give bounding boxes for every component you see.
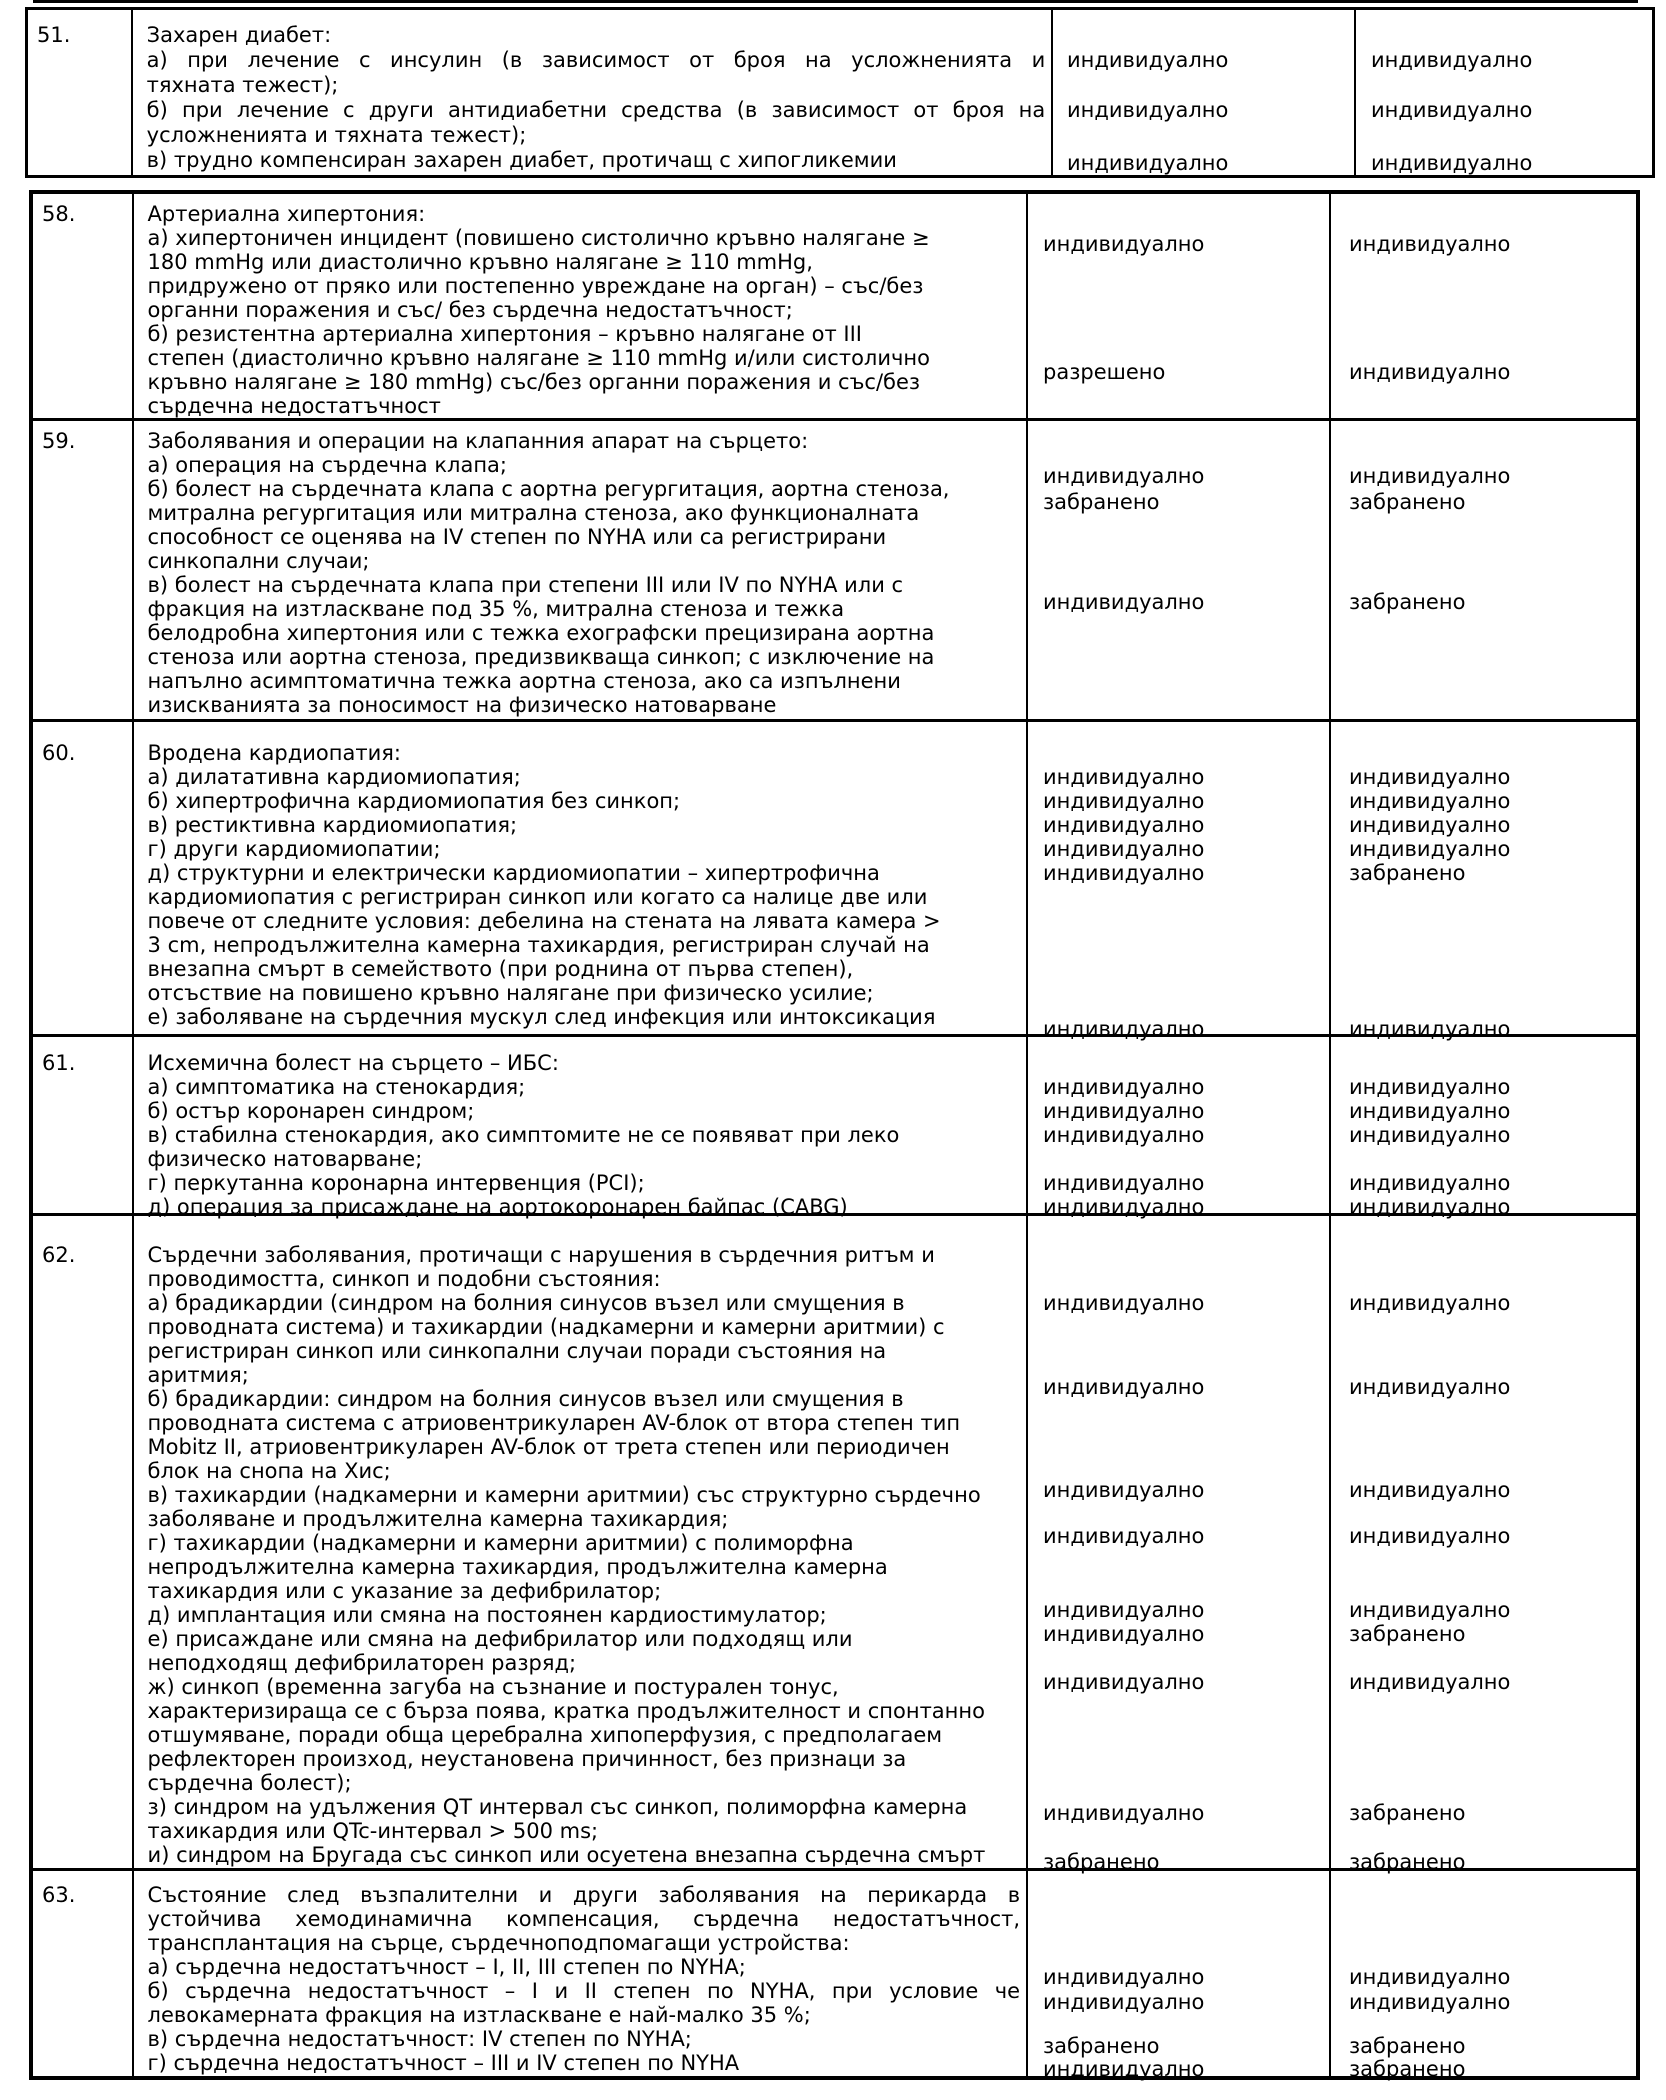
status-value: индивидуално [1349, 1017, 1511, 1041]
status-value: индивидуално [1349, 813, 1511, 837]
condition-description-cell [134, 1871, 1029, 2076]
status-value: забранено [1349, 589, 1466, 614]
status-value: индивидуално [1067, 48, 1229, 72]
status-value: индивидуално [1349, 1123, 1511, 1147]
status-value: индивидуално [1349, 1523, 1511, 1548]
status-value: индивидуално [1349, 1375, 1511, 1399]
description-line: внезапна смърт в семейството (при роднина от първа степен), [147, 957, 854, 981]
description-line: фракция на изтласкване под 35 %, митрална стеноза и тежка [147, 597, 845, 621]
description-line: стеноза или аортна стеноза, предизвикваща синкоп; с изключение на [147, 645, 935, 669]
status-value: индивидуално [1043, 1964, 1205, 1989]
description-line: Mobitz II, атриовентрикуларен AV-блок от трета степен или периодичен [147, 1435, 950, 1459]
description-line: а) хипертоничен инцидент (повишено систолично кръвно налягане ≥ [147, 226, 930, 250]
description-line: б) остър коронарен синдром; [147, 1099, 475, 1123]
status-value: индивидуално [1349, 1478, 1511, 1503]
status-value: забранено [1349, 1622, 1466, 1647]
row-number: 60. [42, 741, 76, 765]
status-column-1-cell [1028, 194, 1330, 418]
description-line: Захарен диабет: [146, 23, 332, 47]
description-line: трансплантация на сърце, сърдечноподпомагащи устройства: [147, 1931, 850, 1955]
status-value: индивидуално [1043, 1375, 1205, 1399]
description-line: в) тахикардии (надкамерни и камерни аритмии) със структурно сърдечно [147, 1483, 981, 1507]
status-value: индивидуално [1043, 1099, 1205, 1123]
status-value: забранено [1349, 490, 1466, 515]
description-line: усложненията и тяхната тежест); [146, 123, 527, 147]
description-line: органни поражения и със/ без сърдечна недостатъчност; [147, 298, 793, 322]
description-line: сърдечна недостатъчност [147, 394, 441, 418]
status-value: индивидуално [1349, 1195, 1511, 1219]
description-line: д) имплантация или смяна на постоянен кардиостимулатор; [147, 1603, 827, 1627]
description-line: неподходящ дефибрилаторен разряд; [147, 1651, 577, 1675]
page-top-rule-fragment [33, 0, 1638, 3]
condition-description-cell [134, 421, 1029, 719]
description-line: а) симптоматика на стенокардия; [147, 1075, 526, 1099]
row-number: 59. [42, 429, 76, 453]
description-line: аритмия; [147, 1363, 249, 1387]
table-row [33, 1213, 1636, 1875]
status-value: индивидуално [1371, 98, 1533, 122]
status-value: индивидуално [1043, 2057, 1205, 2081]
description-line: блок на снопа на Хис; [147, 1459, 391, 1483]
status-value: индивидуално [1043, 232, 1205, 256]
table-row [28, 10, 1652, 175]
description-line: Заболявания и операции на клапанния апарат на сърцето: [147, 429, 809, 453]
status-value: забранено [1043, 1850, 1160, 1875]
table-row [33, 719, 1636, 1041]
status-value: индивидуално [1043, 1123, 1205, 1147]
status-value: индивидуално [1349, 1171, 1511, 1195]
row-number-cell [33, 1037, 134, 1213]
status-value: разрешено [1043, 360, 1166, 385]
description-line: г) други кардиомиопатии; [147, 837, 441, 861]
status-value: забранено [1349, 2034, 1466, 2059]
status-value: индивидуално [1349, 765, 1511, 789]
status-column-2-cell [1331, 194, 1636, 418]
status-value: индивидуално [1349, 1099, 1511, 1123]
cardio-conditions-table [29, 190, 1640, 2080]
status-value: индивидуално [1043, 1075, 1205, 1099]
description-line: 3 cm, непродължителна камерна тахикардия, регистриран случай на [147, 933, 930, 957]
description-line: изискванията за поносимост на физическо натоварване [147, 693, 777, 717]
status-value: индивидуално [1043, 1291, 1205, 1315]
row-number-cell [33, 421, 134, 719]
description-line: заболяване и продължителна камерна тахикардия; [147, 1507, 729, 1531]
description-line: б) хипертрофична кардиомиопатия без синкоп; [147, 789, 681, 813]
status-value: индивидуално [1043, 765, 1205, 789]
description-line: Състояние след възпалителни и други заболявания на перикарда в [147, 1883, 1021, 1907]
description-line: способност се оценява на IV степен по NYHA или са регистрирани [147, 525, 887, 549]
status-value: индивидуално [1067, 98, 1229, 122]
description-line: отшумяване, поради обща церебрална хипоперфузия, с предполагаем [147, 1723, 943, 1747]
description-line: г) сърдечна недостатъчност – III и IV степен по NYHA [147, 2051, 740, 2075]
description-line: отсъствие на повишено кръвно налягане при физическо усилие; [147, 981, 874, 1005]
description-line: 180 mmHg или диастолично кръвно налягане ≥ 110 mmHg, [147, 250, 813, 274]
description-line: в) трудно компенсиран захарен диабет, протичащ с хипогликемии [146, 148, 897, 172]
description-line: тяхната тежест); [146, 73, 339, 97]
status-value: индивидуално [1043, 1017, 1205, 1041]
status-value: индивидуално [1349, 789, 1511, 813]
description-line: Артериална хипертония: [147, 202, 426, 226]
description-line: ж) синкоп (временна загуба на съзнание и постурален тонус, [147, 1675, 839, 1699]
row-number-cell [33, 722, 134, 1034]
description-line: регистриран синкоп или синкопални случаи поради състояния на [147, 1339, 887, 1363]
status-value: индивидуално [1349, 463, 1511, 488]
description-line: е) присаждане или смяна на дефибрилатор или подходящ или [147, 1627, 853, 1651]
description-line: устойчива хемодинамична компенсация, сърдечна недостатъчност, [147, 1907, 1021, 1931]
row-number-cell [28, 10, 133, 175]
description-line: а) дилатативна кардиомиопатия; [147, 765, 521, 789]
description-line: синкопални случаи; [147, 549, 370, 573]
status-value: забранено [1349, 1850, 1466, 1875]
description-line: степен (диастолично кръвно налягане ≥ 110 mmHg и/или систолично [147, 346, 930, 370]
description-line: проводната система с атриовентрикуларен AV-блок от втора степен тип [147, 1411, 961, 1435]
description-line: сърдечна болест); [147, 1771, 352, 1795]
description-line: в) болест на сърдечната клапа при степени III или IV по NYHA или с [147, 573, 904, 597]
status-value: индивидуално [1043, 1523, 1205, 1548]
status-value: индивидуално [1043, 463, 1205, 488]
description-line: б) болест на сърдечната клапа с аортна регургитация, аортна стеноза, [147, 477, 950, 501]
description-line: кардиомиопатия с регистриран синкоп или когато са налице две или [147, 885, 928, 909]
description-line: е) заболяване на сърдечния мускул след инфекция или интоксикация [147, 1005, 936, 1029]
description-line: проводимостта, синкоп и подобни състояния: [147, 1267, 661, 1291]
status-value: забранено [1043, 2034, 1160, 2059]
status-value: индивидуално [1043, 813, 1205, 837]
status-value: индивидуално [1371, 48, 1533, 72]
description-line: з) синдром на удължения QT интервал със синкоп, полиморфна камерна [147, 1795, 968, 1819]
diabetes-conditions-table [25, 7, 1655, 178]
description-line: напълно асимптоматична тежка аортна стеноза, ако са изпълнени [147, 669, 901, 693]
status-value: индивидуално [1043, 1622, 1205, 1647]
description-line: в) стабилна стенокардия, ако симптомите не се появяват при леко [147, 1123, 900, 1147]
description-line: характеризираща се с бърза поява, кратка продължителност и спонтанно [147, 1699, 985, 1723]
description-line: митрална регургитация или митрална стеноза, ако функционалната [147, 501, 920, 525]
row-number-cell [33, 1216, 134, 1868]
table-row [33, 1868, 1636, 2081]
description-line: рефлекторен произход, неустановена причинност, без признаци за [147, 1747, 907, 1771]
description-line: левокамерната фракция на изтласкване е най-малко 35 %; [147, 2003, 811, 2027]
description-line: кръвно налягане ≥ 180 mmHg) със/без органни поражения и със/без [147, 370, 921, 394]
description-line: повече от следните условия: дебелина на стената на лявата камера > [147, 909, 941, 933]
description-line: а) при лечение с инсулин (в зависимост от броя на усложненията и [146, 48, 1046, 72]
status-value: индивидуално [1043, 789, 1205, 813]
status-value: забранено [1349, 2057, 1466, 2081]
status-value: забранено [1349, 1801, 1466, 1825]
status-value: индивидуално [1349, 360, 1511, 385]
description-line: Вродена кардиопатия: [147, 741, 401, 765]
status-value: индивидуално [1043, 589, 1205, 614]
status-value: индивидуално [1349, 1291, 1511, 1315]
condition-description-cell [134, 1216, 1029, 1868]
status-value: индивидуално [1043, 1195, 1205, 1219]
status-value: индивидуално [1043, 1478, 1205, 1503]
row-number-cell [33, 1871, 134, 2076]
status-value: индивидуално [1067, 150, 1229, 175]
table-row [33, 418, 1636, 719]
status-value: индивидуално [1349, 232, 1511, 256]
description-line: д) операция за присаждане на аортокоронарен байпас (CABG) [147, 1195, 848, 1219]
description-line: придружено от пряко или постепенно увреждане на орган) – със/без [147, 274, 924, 298]
condition-description-cell [134, 722, 1029, 1034]
status-value: индивидуално [1043, 1989, 1205, 2014]
description-line: Исхемична болест на сърцето – ИБС: [147, 1051, 559, 1075]
status-value: индивидуално [1043, 1801, 1205, 1825]
description-line: а) сърдечна недостатъчност – I, II, III степен по NYHA; [147, 1955, 746, 1979]
row-number-cell [33, 194, 134, 418]
description-line: д) структурни и електрически кардиомиопатии – хипертрофична [147, 861, 880, 885]
description-line: физическо натоварване; [147, 1147, 423, 1171]
condition-description-cell [133, 10, 1054, 175]
status-value: индивидуално [1349, 1598, 1511, 1623]
table-row [33, 1034, 1636, 1219]
row-number: 58. [42, 202, 76, 226]
description-line: а) операция на сърдечна клапа; [147, 453, 507, 477]
status-value: индивидуално [1371, 150, 1533, 175]
description-line: а) брадикардии (синдром на болния синусов възел или смущения в [147, 1291, 905, 1315]
condition-description-cell [134, 194, 1029, 418]
description-line: б) сърдечна недостатъчност – I и II степен по NYHA, при условие че [147, 1979, 1021, 2003]
description-line: и) синдром на Бругада със синкоп или осуетена внезапна сърдечна смърт [147, 1843, 986, 1867]
description-line: б) брадикардии: синдром на болния синусов възел или смущения в [147, 1387, 904, 1411]
status-value: индивидуално [1349, 1964, 1511, 1989]
description-line: в) сърдечна недостатъчност: IV степен по NYHA; [147, 2027, 692, 2051]
description-line: тахикардия или QTc-интервал > 500 ms; [147, 1819, 599, 1843]
description-line: б) при лечение с други антидиабетни средства (в зависимост от броя на [146, 98, 1046, 122]
description-line: г) перкутанна коронарна интервенция (PCI); [147, 1171, 645, 1195]
description-line: б) резистентна артериална хипертония – кръвно налягане от III [147, 322, 862, 346]
description-line: белодробна хипертония или с тежка ехографски прецизирана аортна [147, 621, 935, 645]
row-number: 61. [42, 1051, 76, 1075]
status-value: индивидуално [1043, 1670, 1205, 1695]
description-line: в) рестиктивна кардиомиопатия; [147, 813, 518, 837]
description-line: Сърдечни заболявания, протичащи с нарушения в сърдечния ритъм и [147, 1243, 935, 1267]
status-value: индивидуално [1043, 837, 1205, 861]
table-row [33, 194, 1636, 418]
status-value: индивидуално [1043, 1598, 1205, 1623]
description-line: г) тахикардии (надкамерни и камерни аритмии) с полиморфна [147, 1531, 854, 1555]
status-value: индивидуално [1349, 837, 1511, 861]
status-value: индивидуално [1043, 1171, 1205, 1195]
row-number: 51. [37, 23, 71, 47]
row-number: 62. [42, 1243, 76, 1267]
status-value: забранено [1349, 861, 1466, 885]
status-value: забранено [1043, 490, 1160, 515]
description-line: проводната система) и тахикардии (надкамерни и камерни аритмии) с [147, 1315, 945, 1339]
status-value: индивидуално [1043, 861, 1205, 885]
condition-description-cell [134, 1037, 1029, 1219]
description-line: тахикардия или с указание за дефибрилатор; [147, 1579, 662, 1603]
row-number: 63. [42, 1883, 76, 1907]
status-value: индивидуално [1349, 1075, 1511, 1099]
status-value: индивидуално [1349, 1670, 1511, 1695]
description-line: непродължителна камерна тахикардия, продължителна камерна [147, 1555, 888, 1579]
status-value: индивидуално [1349, 1989, 1511, 2014]
